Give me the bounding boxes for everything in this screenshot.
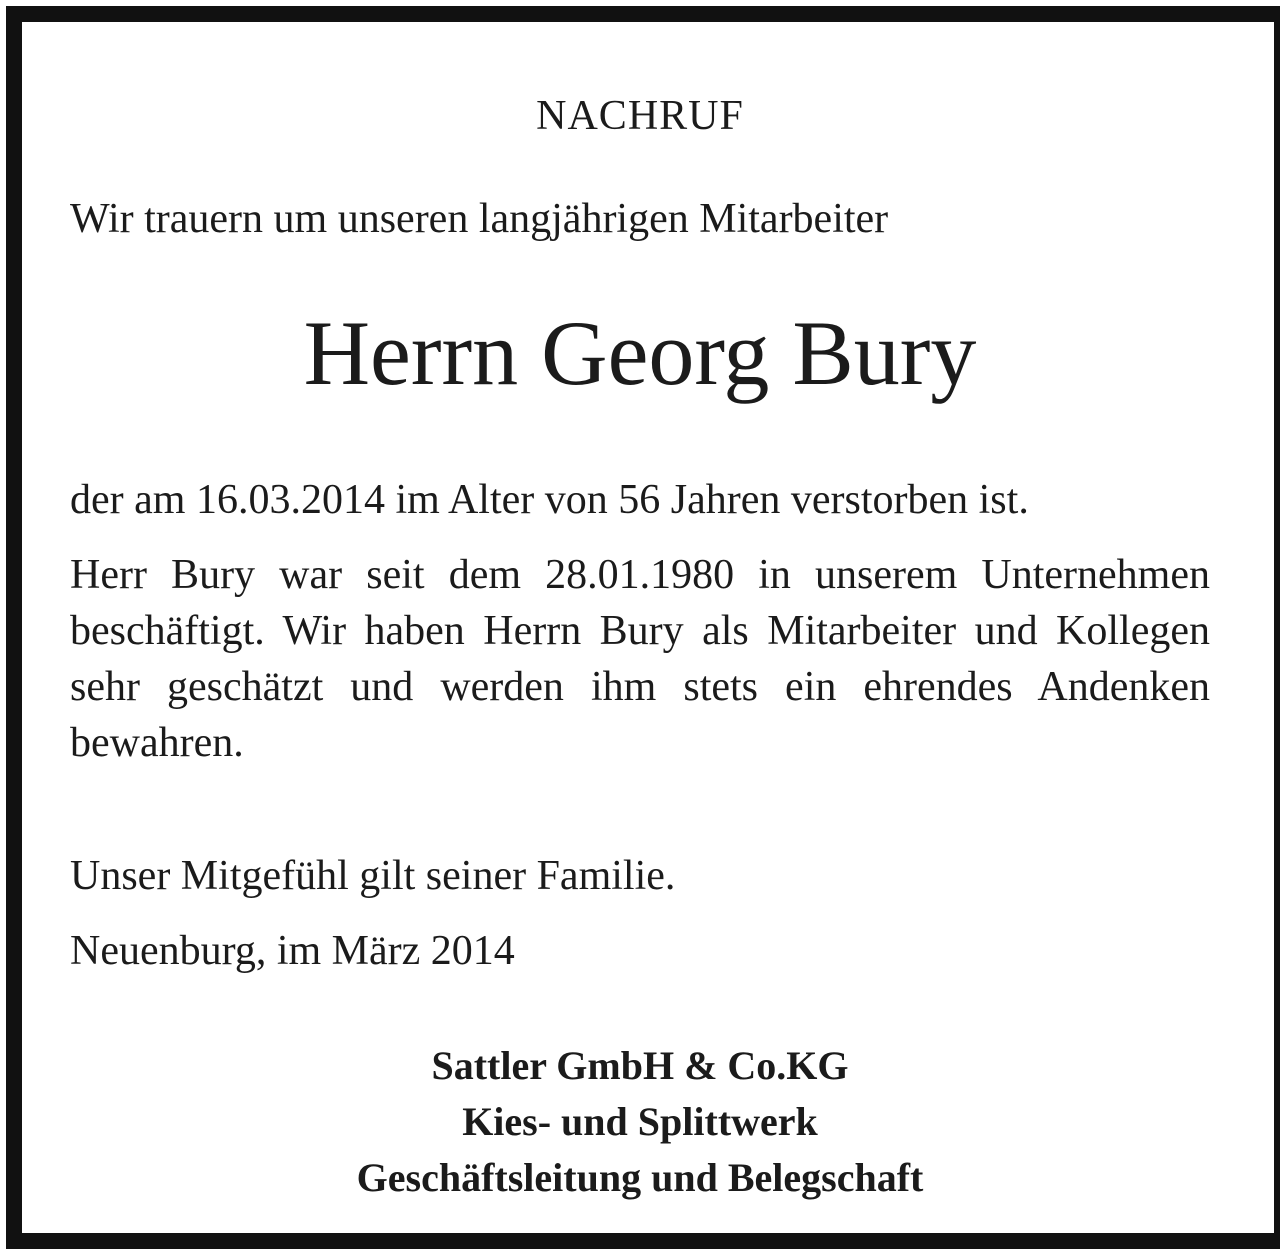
- condolence-line: Unser Mitgefühl gilt seiner Familie.: [70, 853, 676, 899]
- obituary-notice: [6, 6, 1280, 1249]
- signature-company: Sattler GmbH & Co.KG: [431, 1043, 849, 1088]
- signature-division: Kies- und Splittwerk: [462, 1099, 818, 1144]
- signature-group: Geschäftsleitung und Belegschaft: [356, 1155, 924, 1200]
- place-date-line: Neuenburg, im März 2014: [70, 928, 515, 974]
- signature-block: [70, 1038, 1210, 1206]
- tribute-paragraph: Herr Bury war seit dem 28.01.1980 in unserem Unternehmen beschäftigt. Wir haben Herrn Bury als Mitarbeiter und Kollegen sehr geschätzt und werden ihm stets ein ehrendes Andenken bewahren.: [70, 552, 1210, 766]
- deceased-name: Herrn Georg Bury: [303, 302, 977, 404]
- notice-heading: NACHRUF: [536, 93, 744, 139]
- death-date-paragraph: der am 16.03.2014 im Alter von 56 Jahren verstorben ist.: [70, 477, 1029, 523]
- intro-line: Wir trauern um unseren langjährigen Mitarbeiter: [70, 196, 889, 242]
